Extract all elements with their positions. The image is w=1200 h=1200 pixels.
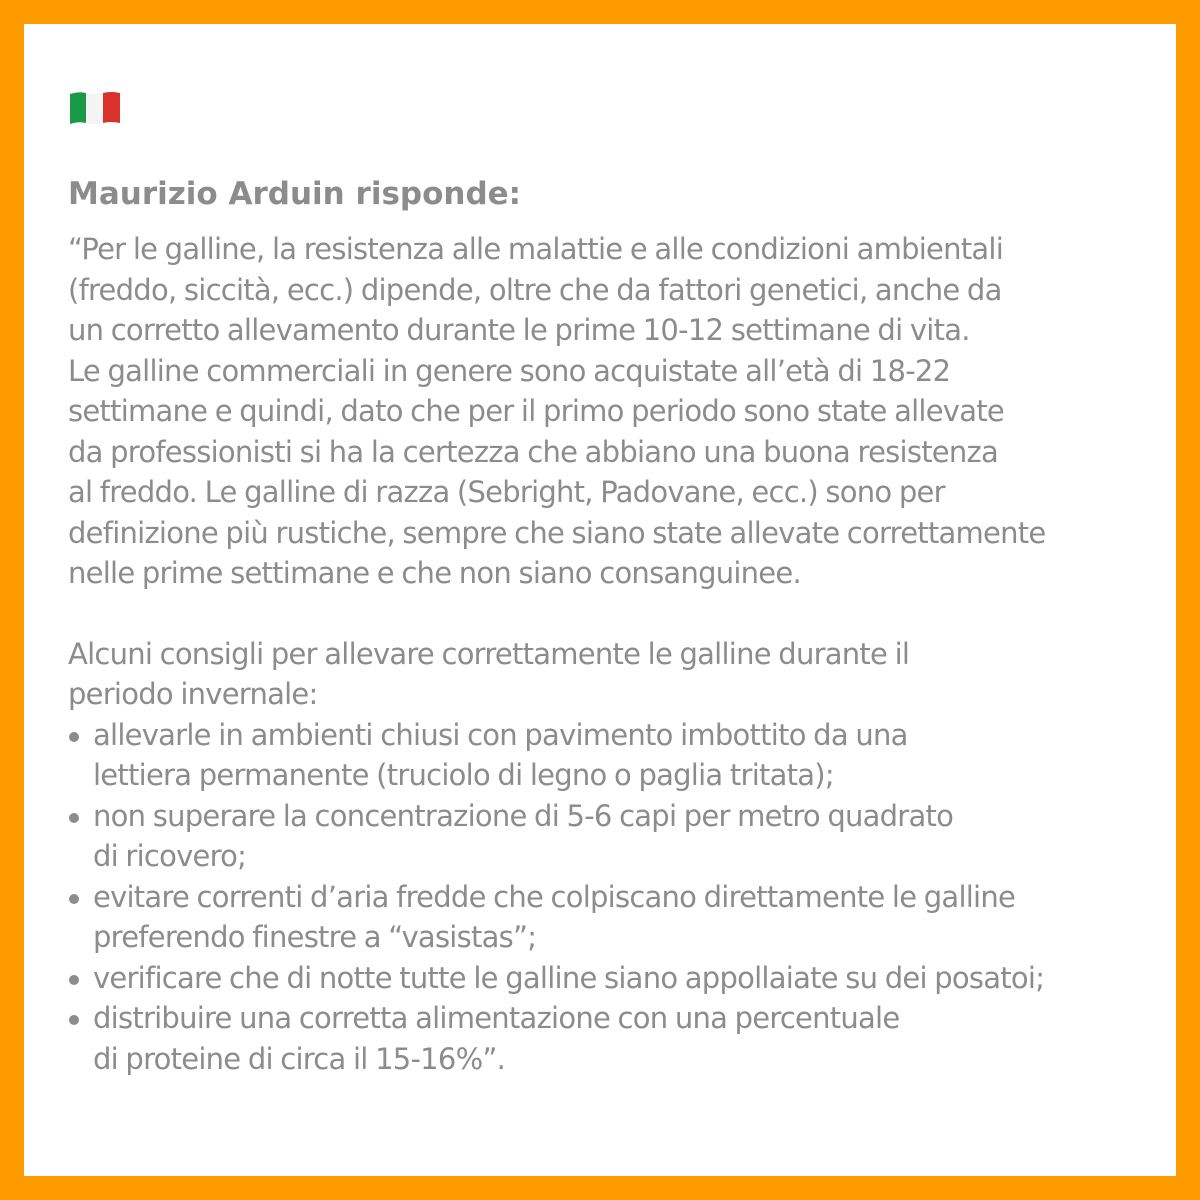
list-item bbox=[68, 958, 1158, 999]
text-line: lettiera permanente (truciolo di legno o paglia tritata); bbox=[93, 758, 834, 792]
text-line: periodo invernale: bbox=[68, 677, 318, 711]
text-line: “Per le galline, la resistenza alle malattie e alle condizioni ambientali bbox=[68, 232, 1004, 266]
text-line: preferendo finestre a “vasistas”; bbox=[93, 920, 537, 954]
answer-heading: Maurizio Arduin risponde: bbox=[68, 176, 522, 212]
text-line: evitare correnti d’aria fredde che colpiscano direttamente le galline bbox=[93, 879, 1016, 914]
tips-intro bbox=[68, 634, 1158, 715]
tips-list bbox=[68, 715, 1158, 1080]
paragraph-gap bbox=[68, 594, 1158, 634]
list-item bbox=[68, 877, 1158, 958]
bullet-icon bbox=[69, 732, 79, 742]
text-line: di ricovero; bbox=[93, 839, 247, 873]
list-item bbox=[68, 796, 1158, 877]
answer-paragraph bbox=[68, 229, 1158, 594]
bullet-icon bbox=[69, 813, 79, 823]
text-line: Alcuni consigli per allevare correttamente le galline durante il bbox=[68, 636, 910, 671]
bullet-icon bbox=[69, 975, 79, 985]
text-line: settimane e quindi, dato che per il primo periodo sono state allevate bbox=[68, 394, 1004, 428]
text-line: Le galline commerciali in genere sono acquistate all’età di 18-22 bbox=[68, 353, 951, 388]
text-line: un corretto allevamento durante le prime 10-12 settimane di vita. bbox=[68, 313, 970, 347]
list-item bbox=[68, 998, 1158, 1079]
bullet-icon bbox=[69, 894, 79, 904]
text-line: definizione più rustiche, sempre che siano state allevate correttamente bbox=[68, 515, 1046, 550]
list-item bbox=[68, 715, 1158, 796]
text-line: al freddo. Le galline di razza (Sebright, Padovane, ecc.) sono per bbox=[68, 475, 945, 509]
italian-flag-icon bbox=[70, 90, 120, 126]
text-line: verificare che di notte tutte le galline siano appollaiate su dei posatoi; bbox=[93, 960, 1045, 995]
article-body bbox=[68, 174, 1158, 1079]
text-line: (freddo, siccità, ecc.) dipende, oltre che da fattori genetici, anche da bbox=[68, 272, 1002, 307]
answer-card bbox=[24, 24, 1176, 1176]
text-line: non superare la concentrazione di 5-6 capi per metro quadrato bbox=[93, 798, 954, 833]
text-line: da professionisti si ha la certezza che abbiano una buona resistenza bbox=[68, 434, 999, 469]
text-line: di proteine di circa il 15-16%”. bbox=[93, 1041, 506, 1076]
text-line: distribuire una corretta alimentazione con una percentuale bbox=[93, 1001, 900, 1035]
text-line: nelle prime settimane e che non siano consanguinee. bbox=[68, 556, 801, 590]
text-line: allevarle in ambienti chiusi con pavimento imbottito da una bbox=[93, 717, 908, 752]
bullet-icon bbox=[69, 1015, 79, 1025]
